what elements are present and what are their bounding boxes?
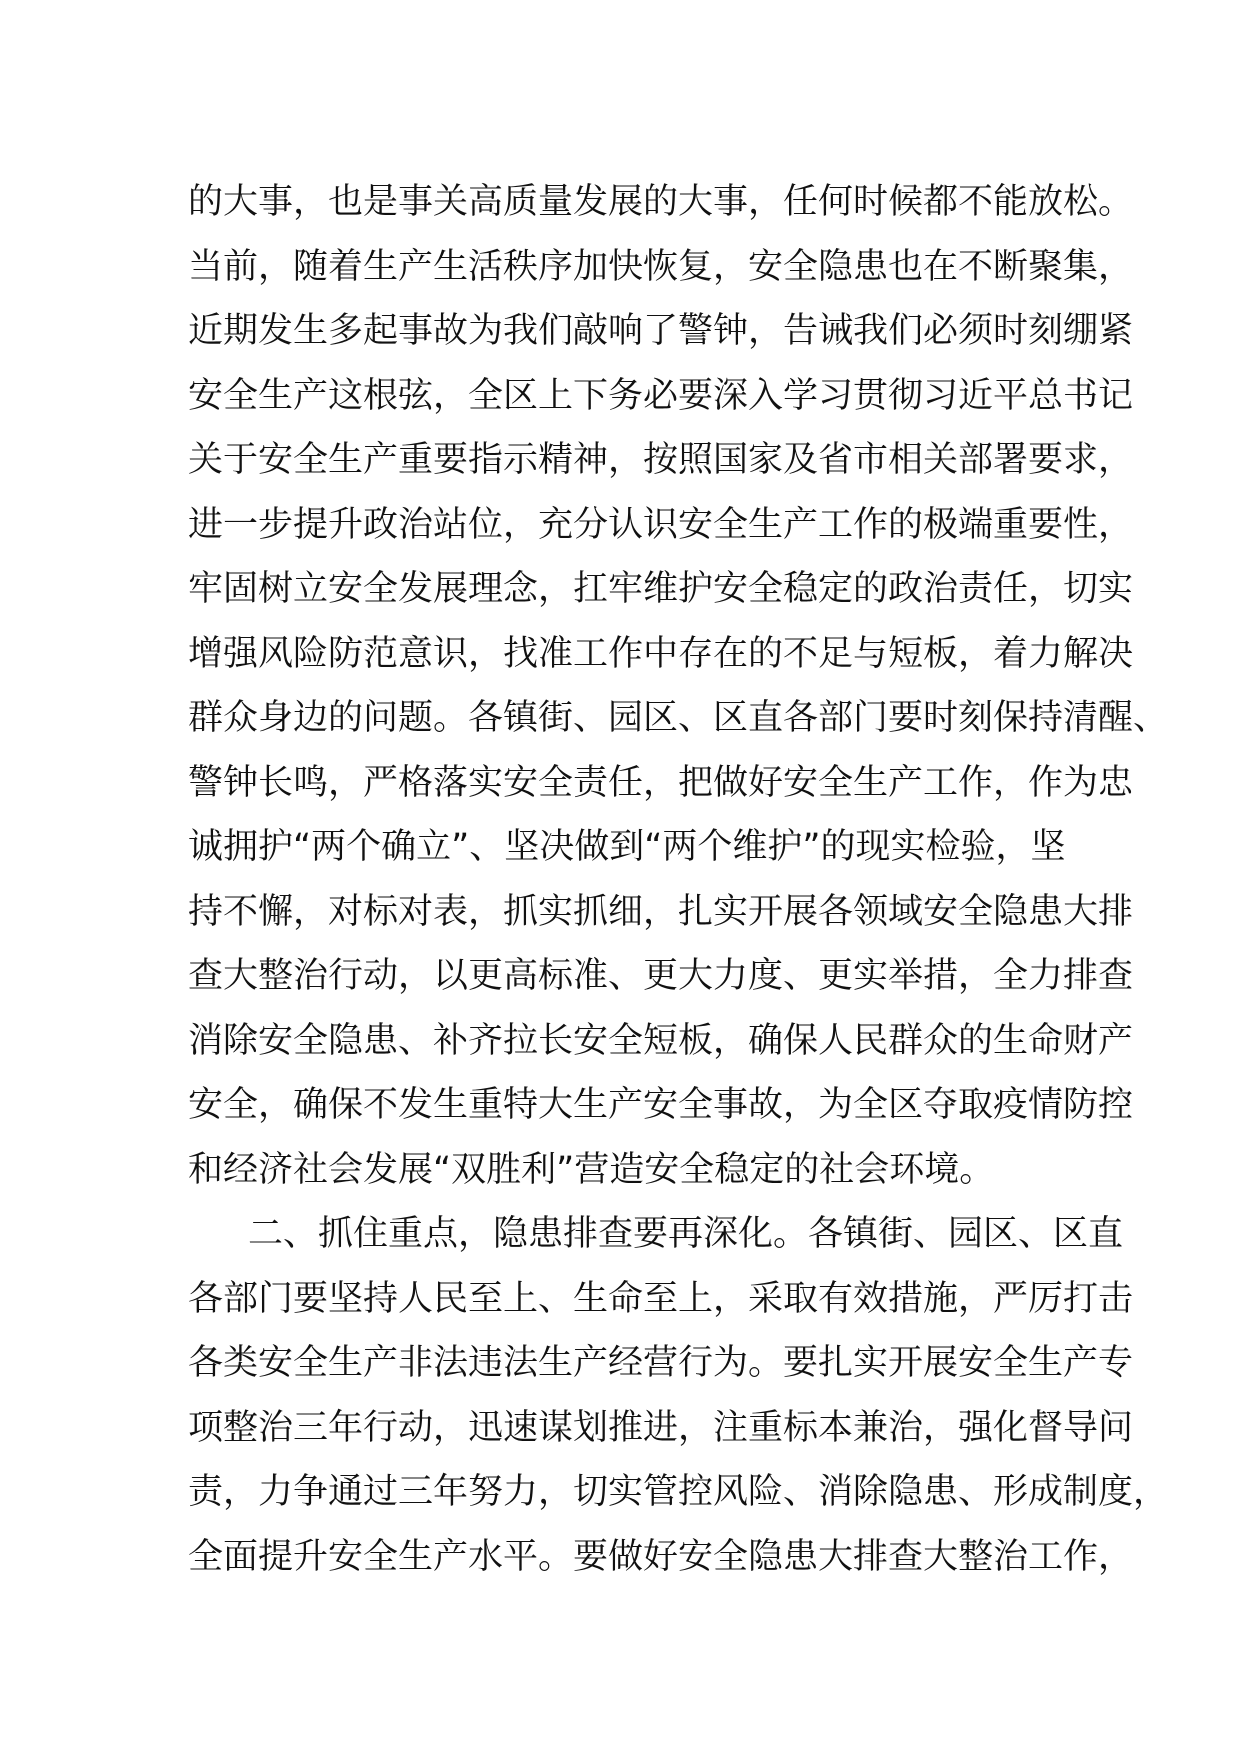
paragraph-1 (188, 170, 1169, 1202)
text-line: 责，力争通过三年努力，切实管控风险、消除隐患、形成制度， (188, 1472, 1169, 1512)
text-line: 安全生产这根弦，全区上下务必要深入学习贯彻习近平总书记 (188, 375, 1134, 416)
text-line: 群众身边的问题。各镇街、园区、区直各部门要时刻保持清醒、 (188, 698, 1169, 738)
text-line: 警钟长鸣，严格落实安全责任，把做好安全生产工作，作为忠 (188, 762, 1134, 803)
text-line: 全面提升安全生产水平。要做好安全隐患大排查大整治工作， (188, 1536, 1134, 1577)
text-line: 查大整治行动，以更高标准、更大力度、更实举措，全力排查 (188, 956, 1134, 996)
text-line: 进一步提升政治站位，充分认识安全生产工作的极端重要性， (188, 504, 1134, 545)
text-line: 诚拥护“两个确立”、坚决做到“两个维护”的现实检验，坚 (188, 827, 1066, 867)
text-line: 持不懈，对标对表，抓实抓细，扎实开展各领域安全隐患大排 (188, 891, 1134, 932)
text-line: 增强风险防范意识，找准工作中存在的不足与短板，着力解决 (188, 633, 1134, 674)
text-line: 和经济社会发展“双胜利”营造安全稳定的社会环境。 (188, 1149, 995, 1190)
paragraph-2 (188, 1202, 1169, 1589)
text-line: 当前，随着生产生活秩序加快恢复，安全隐患也在不断聚集， (188, 246, 1134, 287)
text-line: 消除安全隐患、补齐拉长安全短板，确保人民群众的生命财产 (188, 1020, 1134, 1061)
text-line: 的大事，也是事关高质量发展的大事，任何时候都不能放松。 (188, 182, 1134, 222)
text-line: 安全，确保不发生重特大生产安全事故，为全区夺取疫情防控 (188, 1085, 1134, 1125)
text-line: 各类安全生产非法违法生产经营行为。要扎实开展安全生产专 (188, 1343, 1134, 1383)
text-line: 近期发生多起事故为我们敲响了警钟，告诫我们必须时刻绷紧 (188, 311, 1134, 351)
text-line: 各部门要坚持人民至上、生命至上，采取有效措施，严厉打击 (188, 1278, 1134, 1319)
text-line: 牢固树立安全发展理念，扛牢维护安全稳定的政治责任，切实 (188, 569, 1134, 609)
text-line: 二、抓住重点，隐患排查要再深化。各镇街、园区、区直 (248, 1214, 1124, 1254)
text-line: 项整治三年行动，迅速谋划推进，注重标本兼治，强化督导问 (188, 1407, 1134, 1448)
document-body (188, 170, 1169, 1589)
text-line: 关于安全生产重要指示精神，按照国家及省市相关部署要求， (188, 440, 1134, 480)
